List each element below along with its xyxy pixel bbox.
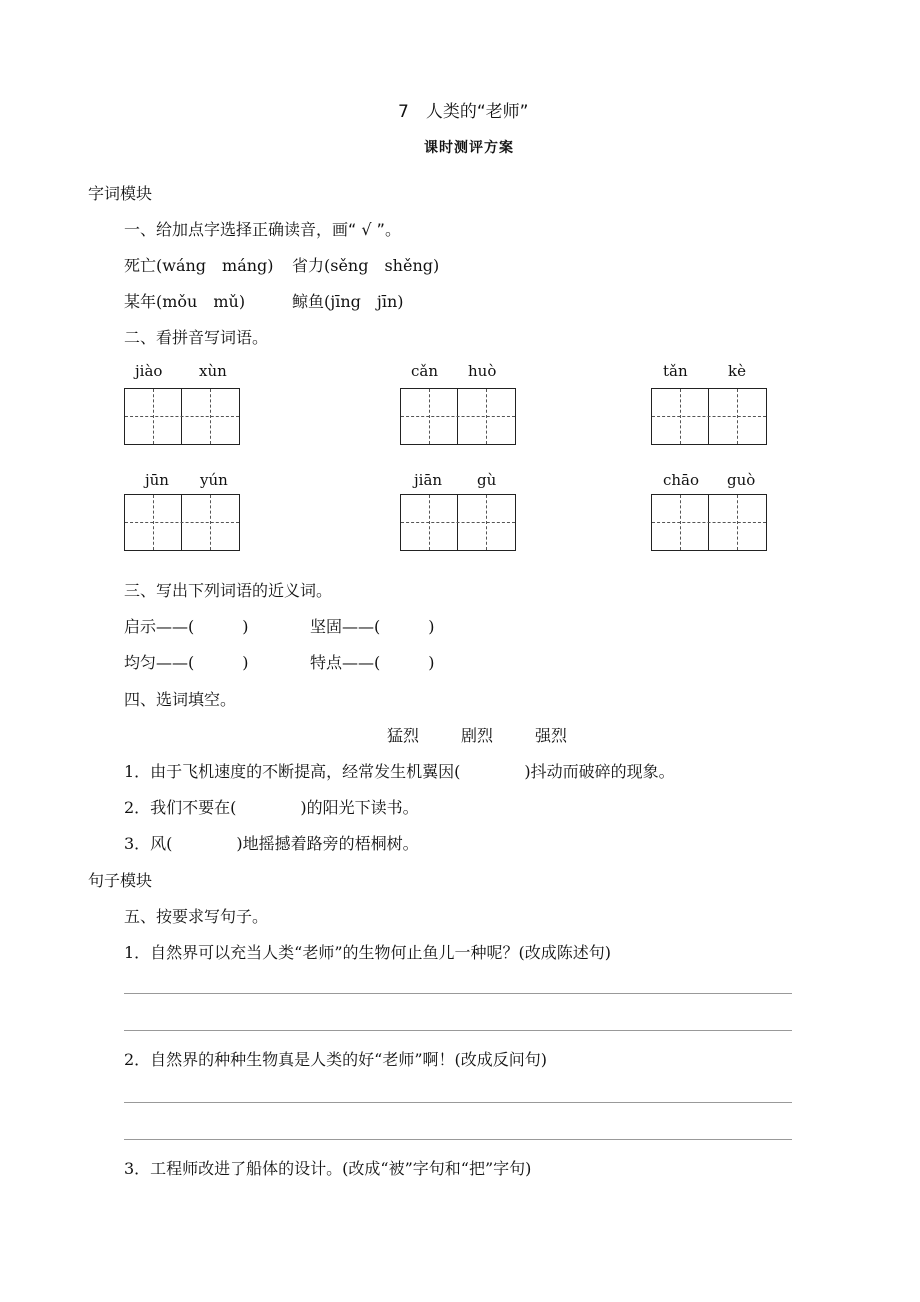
writing-grid-box[interactable] bbox=[400, 388, 516, 445]
q1-item-siwang: 死亡(wáng máng) bbox=[124, 256, 274, 275]
q1-item-mounian: 某年(mǒu mǔ) bbox=[124, 292, 246, 311]
writing-grid-box[interactable] bbox=[124, 388, 240, 445]
answer-line[interactable] bbox=[124, 993, 792, 994]
q5-item-1: 1．自然界可以充当人类“老师”的生物何止鱼儿一种呢？(改成陈述句) bbox=[124, 943, 612, 962]
writing-grid-box[interactable] bbox=[651, 494, 767, 551]
pinyin-label: guò bbox=[727, 471, 756, 489]
pinyin-label: tǎn bbox=[663, 362, 688, 380]
pinyin-label: jūn bbox=[145, 471, 169, 489]
page-subtitle: 课时测评方案 bbox=[424, 140, 514, 156]
module-words-heading: 字词模块 bbox=[88, 184, 153, 203]
pinyin-label: huò bbox=[468, 362, 497, 380]
q3-item-qishi[interactable]: 启示——( ) bbox=[124, 617, 249, 636]
q4-item-3[interactable]: 3．风( )地摇撼着路旁的梧桐树。 bbox=[124, 834, 419, 853]
q5-item-2: 2．自然界的种种生物真是人类的好“老师”啊！(改成反问句) bbox=[124, 1050, 548, 1069]
q4-heading: 四、选词填空。 bbox=[124, 690, 237, 709]
answer-line[interactable] bbox=[124, 1102, 792, 1103]
q3-heading: 三、写出下列词语的近义词。 bbox=[124, 581, 333, 600]
q3-item-tedian[interactable]: 特点——( ) bbox=[310, 653, 435, 672]
q5-item-3: 3．工程师改进了船体的设计。(改成“被”字句和“把”字句) bbox=[124, 1159, 532, 1178]
q1-item-jingyu: 鲸鱼(jīng jīn) bbox=[292, 292, 404, 311]
pinyin-label: chāo bbox=[663, 471, 700, 489]
q2-heading: 二、看拼音写词语。 bbox=[124, 328, 269, 347]
pinyin-label: jiào bbox=[135, 362, 163, 380]
q3-item-jiangu[interactable]: 坚固——( ) bbox=[310, 617, 435, 636]
q5-heading: 五、按要求写句子。 bbox=[124, 907, 269, 926]
q3-item-junyun[interactable]: 均匀——( ) bbox=[124, 653, 249, 672]
q4-option-qianglie: 强烈 bbox=[535, 726, 568, 745]
q1-heading: 一、给加点字选择正确读音，画“ √ ”。 bbox=[124, 220, 401, 239]
q4-option-julie: 剧烈 bbox=[461, 726, 494, 745]
pinyin-label: xùn bbox=[199, 362, 227, 380]
writing-grid-box[interactable] bbox=[124, 494, 240, 551]
writing-grid-box[interactable] bbox=[651, 388, 767, 445]
pinyin-label: yún bbox=[200, 471, 228, 489]
pinyin-label: gù bbox=[477, 471, 497, 489]
q1-item-shengli: 省力(sěng shěng) bbox=[292, 256, 440, 275]
page-title: 7 人类的“老师” bbox=[398, 102, 529, 122]
q4-item-2[interactable]: 2．我们不要在( )的阳光下读书。 bbox=[124, 798, 419, 817]
pinyin-label: cǎn bbox=[411, 362, 439, 380]
module-sentences-heading: 句子模块 bbox=[88, 871, 153, 890]
writing-grid-box[interactable] bbox=[400, 494, 516, 551]
pinyin-label: kè bbox=[728, 362, 746, 380]
answer-line[interactable] bbox=[124, 1139, 792, 1140]
q4-item-1[interactable]: 1．由于飞机速度的不断提高，经常发生机翼因( )抖动而破碎的现象。 bbox=[124, 762, 675, 781]
q4-option-mengle: 猛烈 bbox=[387, 726, 420, 745]
answer-line[interactable] bbox=[124, 1030, 792, 1031]
pinyin-label: jiān bbox=[414, 471, 443, 489]
